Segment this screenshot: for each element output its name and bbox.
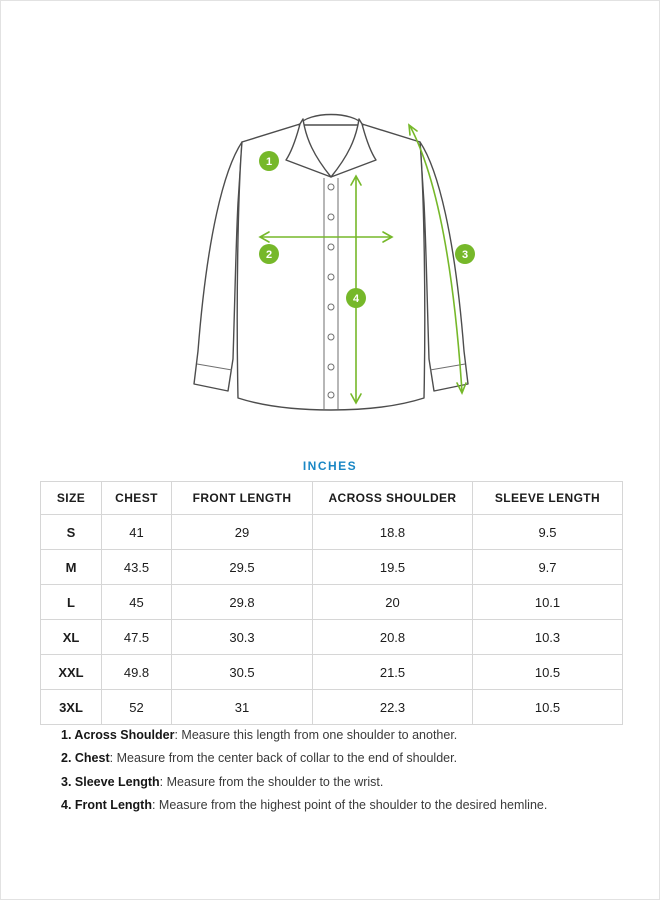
cell-chest: 52 (102, 690, 172, 725)
cell-across-shoulder: 18.8 (313, 515, 473, 550)
cell-chest: 49.8 (102, 655, 172, 690)
cell-size: S (41, 515, 102, 550)
cell-sleeve-length: 10.5 (473, 655, 623, 690)
note-text: : Measure from the shoulder to the wrist. (159, 774, 384, 789)
marker-3-badge (455, 244, 475, 264)
marker-4-badge (346, 288, 366, 308)
right-sleeve (420, 142, 468, 391)
cell-across-shoulder: 22.3 (313, 690, 473, 725)
note-label: 3. Sleeve Length (61, 774, 160, 789)
note-text: : Measure from the center back of collar to the end of shoulder. (109, 751, 458, 766)
header-cell-across-shoulder: ACROSS SHOULDER (313, 482, 473, 515)
note-label: 2. Chest (61, 751, 110, 766)
measurement-notes (61, 728, 635, 822)
cell-size: M (41, 550, 102, 585)
marker-1-badge (259, 151, 279, 171)
table-header-row (41, 482, 623, 515)
cell-front-length: 29 (172, 515, 313, 550)
note-front-length (61, 798, 635, 812)
cell-size: XL (41, 620, 102, 655)
note-label: 4. Front Length (61, 798, 152, 813)
table-row-xxl (41, 655, 623, 690)
cell-sleeve-length: 9.7 (473, 550, 623, 585)
cell-across-shoulder: 21.5 (313, 655, 473, 690)
header-cell-chest: CHEST (102, 482, 172, 515)
marker-3-number: 3 (461, 249, 469, 261)
cell-front-length: 29.5 (172, 550, 313, 585)
cell-size: XXL (41, 655, 102, 690)
note-across-shoulder (61, 728, 635, 742)
cell-front-length: 30.3 (172, 620, 313, 655)
cell-chest: 43.5 (102, 550, 172, 585)
cell-across-shoulder: 20.8 (313, 620, 473, 655)
left-sleeve (194, 142, 242, 391)
note-sleeve-length (61, 775, 635, 789)
collar-stand (299, 115, 363, 126)
cell-chest: 45 (102, 585, 172, 620)
marker-2-badge (259, 244, 279, 264)
marker-2-number: 2 (265, 249, 273, 261)
table-row-xl (41, 620, 623, 655)
note-text: : Measure from the highest point of the shoulder to the desired hemline. (151, 798, 548, 813)
cell-sleeve-length: 9.5 (473, 515, 623, 550)
table-row-m (41, 550, 623, 585)
table-row-s (41, 515, 623, 550)
cell-sleeve-length: 10.3 (473, 620, 623, 655)
cell-across-shoulder: 20 (313, 585, 473, 620)
cell-sleeve-length: 10.1 (473, 585, 623, 620)
shirt-diagram-svg (1, 1, 660, 446)
marker-4-number: 4 (352, 293, 360, 305)
cell-chest: 41 (102, 515, 172, 550)
cell-across-shoulder: 19.5 (313, 550, 473, 585)
cell-front-length: 30.5 (172, 655, 313, 690)
table-row-l (41, 585, 623, 620)
units-heading: INCHES (302, 459, 358, 473)
shirt-measurement-diagram (1, 1, 660, 446)
cell-front-length: 31 (172, 690, 313, 725)
size-chart-table (40, 481, 623, 725)
note-text: : Measure this length from one shoulder to another. (174, 728, 458, 742)
note-chest (61, 751, 635, 765)
header-cell-size: SIZE (41, 482, 102, 515)
table-row-3xl (41, 690, 623, 725)
marker-1-number: 1 (265, 156, 273, 168)
cell-size: L (41, 585, 102, 620)
header-cell-front-length: FRONT LENGTH (172, 482, 313, 515)
cell-chest: 47.5 (102, 620, 172, 655)
note-label: 1. Across Shoulder (61, 728, 175, 742)
cell-sleeve-length: 10.5 (473, 690, 623, 725)
cell-size: 3XL (41, 690, 102, 725)
cell-front-length: 29.8 (172, 585, 313, 620)
header-cell-sleeve-length: SLEEVE LENGTH (473, 482, 623, 515)
